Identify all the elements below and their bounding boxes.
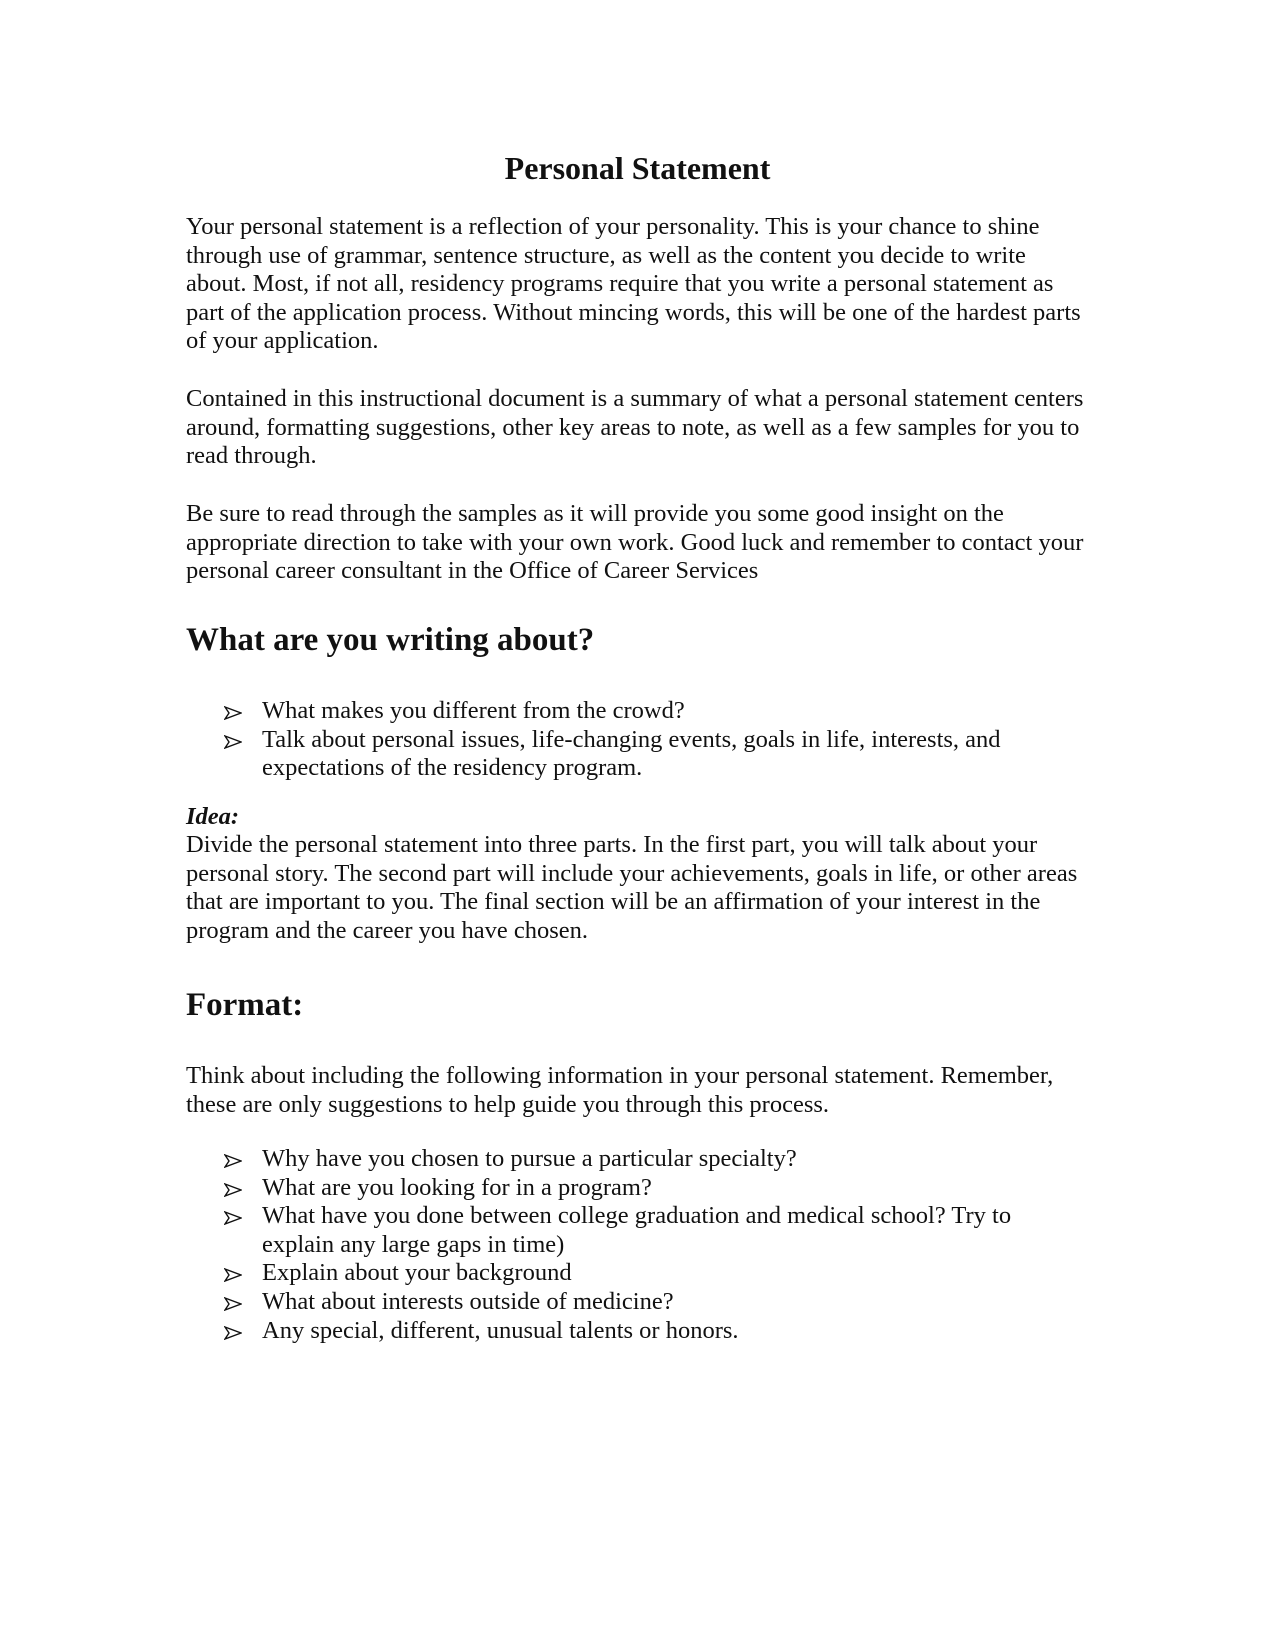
intro-paragraph-1: Your personal statement is a reflection of your personality. This is your chance to shine through use of grammar, sentence structure, as well as the content you decide to write about. Most, if not all, residency programs require that you write a personal statement as part of the application process. Without mincing words, this will be one of the hardest parts of your application.	[186, 213, 1081, 355]
page-title: Personal Statement	[504, 150, 771, 186]
list-item-text: What have you done between college graduation and medical school? Try to explain any large gaps in time)	[262, 1202, 1012, 1258]
arrowhead-bullet-icon	[224, 1211, 242, 1225]
arrowhead-bullet-icon	[224, 1297, 242, 1311]
idea-label: Idea:	[186, 803, 240, 830]
list-item	[186, 697, 1086, 726]
format-intro-paragraph: Think about including the following information in your personal statement. Remember, these are only suggestions to help guide you through this process.	[186, 1062, 1054, 1118]
list-item-text: What about interests outside of medicine?	[262, 1287, 674, 1315]
list-item-text: Why have you chosen to pursue a particular specialty?	[262, 1145, 797, 1172]
idea-paragraph: Divide the personal statement into three parts. In the first part, you will talk about your personal story. The second part will include your achievements, goals in life, or other areas that are important to you. The final section will be an affirmation of your interest in the program and the career you have chosen.	[186, 831, 1078, 944]
format-bullet-list	[186, 1145, 1086, 1345]
section-heading-writing: What are you writing about?	[186, 622, 595, 658]
arrowhead-bullet-icon	[224, 735, 242, 749]
list-item	[186, 1259, 1086, 1288]
intro-paragraph-3: Be sure to read through the samples as it will provide you some good insight on the appropriate direction to take with your own work. Good luck and remember to contact your personal career consultant in the Office of Career Services	[186, 500, 1084, 585]
arrowhead-bullet-icon	[224, 1268, 242, 1282]
intro-paragraph-2: Contained in this instructional document is a summary of what a personal statement centers around, formatting suggestions, other key areas to note, as well as a few samples for you to read through.	[186, 385, 1084, 470]
list-item	[186, 726, 1086, 783]
list-item	[186, 1145, 1086, 1174]
arrowhead-bullet-icon	[224, 1154, 242, 1168]
list-item-text: What makes you different from the crowd?	[262, 697, 685, 724]
list-item	[186, 1174, 1086, 1203]
list-item-text: Any special, different, unusual talents or honors.	[262, 1316, 739, 1344]
list-item-text: Talk about personal issues, life-changing events, goals in life, interests, and expectations of the residency program.	[262, 725, 1001, 782]
arrowhead-bullet-icon	[224, 1183, 242, 1197]
arrowhead-bullet-icon	[224, 1326, 242, 1340]
writing-bullet-list	[186, 697, 1086, 783]
list-item	[186, 1288, 1086, 1317]
section-heading-format: Format:	[186, 987, 304, 1023]
arrowhead-bullet-icon	[224, 706, 242, 720]
list-item	[186, 1202, 1086, 1259]
list-item-text: What are you looking for in a program?	[262, 1173, 652, 1201]
list-item	[186, 1317, 1086, 1346]
list-item-text: Explain about your background	[262, 1259, 572, 1287]
